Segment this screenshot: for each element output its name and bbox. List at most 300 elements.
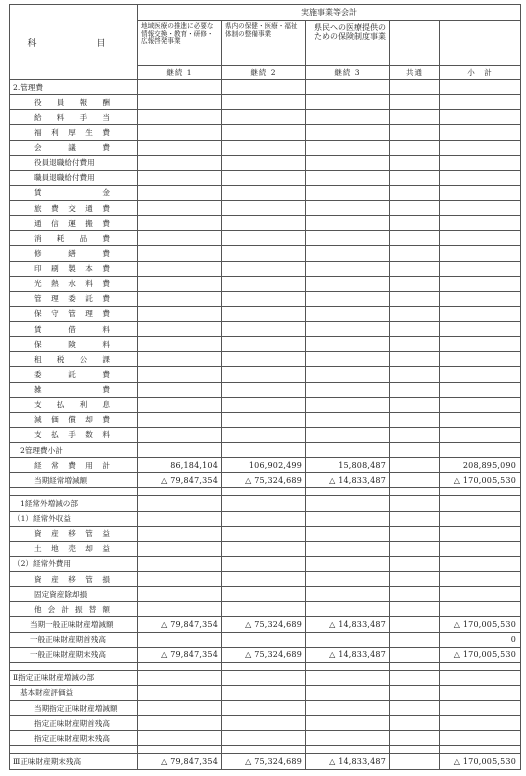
amount-subtotal	[440, 276, 521, 291]
column-header-common: 共通	[390, 66, 440, 80]
amount-subtotal	[440, 397, 521, 412]
row-label	[10, 110, 138, 125]
amount-keizoku-3: △ 14,833,487	[306, 617, 390, 632]
amount-common	[390, 322, 440, 337]
amount-subtotal: 208,895,090	[440, 458, 521, 473]
row-label-text: Ⅱ指定正味財産増減の部	[13, 673, 95, 683]
row-label	[10, 201, 138, 216]
amount-subtotal	[440, 587, 521, 602]
ledger-row	[10, 246, 521, 261]
amount-subtotal	[440, 246, 521, 261]
amount-common	[390, 201, 440, 216]
row-label-text: 経常費用計	[34, 460, 110, 470]
amount-common	[390, 473, 440, 488]
amount-keizoku-1	[138, 367, 222, 382]
spacer-cell	[440, 488, 521, 496]
amount-subtotal	[440, 556, 521, 571]
amount-subtotal	[440, 125, 521, 140]
amount-keizoku-3	[306, 352, 390, 367]
amount-keizoku-1: △ 79,847,354	[138, 617, 222, 632]
amount-keizoku-1	[138, 216, 222, 231]
amount-keizoku-1	[138, 443, 222, 458]
row-label	[10, 95, 138, 110]
row-label	[10, 412, 138, 427]
ledger-row	[10, 572, 521, 587]
amount-subtotal	[440, 352, 521, 367]
ledger-row	[10, 367, 521, 382]
row-label	[10, 306, 138, 321]
ledger-row	[10, 632, 521, 647]
spacer-cell	[222, 662, 306, 670]
amount-keizoku-1	[138, 556, 222, 571]
spacer-cell	[138, 746, 222, 754]
row-label	[10, 458, 138, 473]
ledger-row	[10, 647, 521, 662]
amount-common	[390, 572, 440, 587]
row-label-text: 委託費	[34, 369, 110, 379]
amount-common	[390, 110, 440, 125]
column-header-keizoku-3: 継続 3	[306, 66, 390, 80]
amount-common	[390, 291, 440, 306]
spacer-cell	[306, 488, 390, 496]
row-label	[10, 511, 138, 526]
row-label	[10, 473, 138, 488]
amount-keizoku-1: △ 79,847,354	[138, 754, 222, 769]
amount-keizoku-1	[138, 95, 222, 110]
row-label-text: 修繕費	[34, 248, 110, 258]
ledger-row	[10, 443, 521, 458]
row-label	[10, 185, 138, 200]
ledger-row	[10, 473, 521, 488]
program-desc-2: 県内の保健・医療・福祉体制の整備事業	[222, 21, 306, 66]
amount-keizoku-1	[138, 125, 222, 140]
ledger-row	[10, 170, 521, 185]
amount-common	[390, 443, 440, 458]
row-label	[10, 632, 138, 647]
amount-subtotal	[440, 170, 521, 185]
amount-subtotal: △ 170,005,530	[440, 754, 521, 769]
amount-common	[390, 496, 440, 511]
row-label	[10, 155, 138, 170]
amount-keizoku-3	[306, 261, 390, 276]
amount-keizoku-1	[138, 337, 222, 352]
amount-common	[390, 511, 440, 526]
amount-subtotal	[440, 291, 521, 306]
ledger-row	[10, 496, 521, 511]
amount-keizoku-1	[138, 231, 222, 246]
amount-subtotal	[440, 427, 521, 442]
amount-keizoku-3	[306, 125, 390, 140]
amount-keizoku-2	[222, 216, 306, 231]
program-desc-1: 地域医療の推進に必要な情報交換・教育・研修・広報啓発事業	[138, 21, 222, 66]
amount-keizoku-2	[222, 276, 306, 291]
amount-common	[390, 397, 440, 412]
amount-keizoku-1	[138, 261, 222, 276]
row-label-text: Ⅲ正味財産期末残高	[13, 756, 82, 766]
spacer-cell	[10, 488, 138, 496]
amount-keizoku-3	[306, 572, 390, 587]
amount-subtotal	[440, 337, 521, 352]
amount-common	[390, 754, 440, 769]
amount-subtotal: 0	[440, 632, 521, 647]
row-label-text: 会議費	[34, 143, 110, 153]
amount-subtotal	[440, 511, 521, 526]
row-label-text: 資産移管益	[34, 529, 110, 539]
amount-keizoku-2: △ 75,324,689	[222, 647, 306, 662]
amount-subtotal	[440, 201, 521, 216]
row-label-text: 固定資産除却損	[34, 589, 88, 599]
row-label	[10, 556, 138, 571]
amount-keizoku-3	[306, 231, 390, 246]
amount-keizoku-2	[222, 511, 306, 526]
amount-keizoku-2	[222, 541, 306, 556]
amount-keizoku-3	[306, 80, 390, 95]
amount-keizoku-3	[306, 587, 390, 602]
spacer-cell	[306, 662, 390, 670]
amount-keizoku-3	[306, 322, 390, 337]
amount-keizoku-2	[222, 337, 306, 352]
amount-subtotal	[440, 716, 521, 731]
row-label-text: 他会計振替額	[34, 604, 110, 614]
amount-subtotal	[440, 155, 521, 170]
amount-keizoku-3	[306, 306, 390, 321]
amount-keizoku-3	[306, 602, 390, 617]
amount-subtotal	[440, 80, 521, 95]
row-label	[10, 231, 138, 246]
row-label	[10, 617, 138, 632]
amount-subtotal	[440, 572, 521, 587]
amount-keizoku-1	[138, 397, 222, 412]
spacer-cell	[440, 662, 521, 670]
amount-keizoku-2	[222, 701, 306, 716]
row-label	[10, 367, 138, 382]
row-label	[10, 397, 138, 412]
row-label-text: 保守管理費	[34, 309, 110, 319]
amount-subtotal	[440, 95, 521, 110]
row-label	[10, 685, 138, 700]
amount-keizoku-1	[138, 155, 222, 170]
amount-subtotal	[440, 670, 521, 685]
amount-keizoku-1	[138, 572, 222, 587]
row-label	[10, 427, 138, 442]
row-label	[10, 496, 138, 511]
ledger-row	[10, 125, 521, 140]
ledger-row	[10, 95, 521, 110]
amount-keizoku-1	[138, 276, 222, 291]
amount-keizoku-1	[138, 602, 222, 617]
amount-keizoku-3	[306, 701, 390, 716]
ledger-body	[10, 80, 521, 770]
ledger-row	[10, 140, 521, 155]
amount-keizoku-3	[306, 95, 390, 110]
ledger-row	[10, 427, 521, 442]
amount-keizoku-2	[222, 572, 306, 587]
amount-keizoku-1	[138, 427, 222, 442]
amount-keizoku-3	[306, 670, 390, 685]
amount-subtotal	[440, 382, 521, 397]
ledger-header	[10, 5, 521, 80]
amount-keizoku-3	[306, 170, 390, 185]
amount-common	[390, 427, 440, 442]
ledger-row	[10, 201, 521, 216]
amount-common	[390, 382, 440, 397]
amount-keizoku-2	[222, 170, 306, 185]
amount-keizoku-2	[222, 382, 306, 397]
row-label-text: 一般正味財産期首残高	[30, 635, 106, 645]
amount-subtotal	[440, 526, 521, 541]
amount-keizoku-3	[306, 216, 390, 231]
row-label-text: 指定正味財産期末残高	[34, 733, 110, 743]
row-label	[10, 541, 138, 556]
row-label	[10, 261, 138, 276]
amount-keizoku-2	[222, 412, 306, 427]
amount-keizoku-2	[222, 261, 306, 276]
ledger-row	[10, 231, 521, 246]
ledger-row	[10, 276, 521, 291]
ledger-row	[10, 306, 521, 321]
row-label	[10, 572, 138, 587]
amount-keizoku-1: △ 79,847,354	[138, 473, 222, 488]
amount-keizoku-3	[306, 632, 390, 647]
amount-keizoku-1	[138, 80, 222, 95]
amount-keizoku-2	[222, 185, 306, 200]
spacer-cell	[440, 746, 521, 754]
amount-keizoku-3	[306, 526, 390, 541]
amount-keizoku-2	[222, 80, 306, 95]
amount-subtotal	[440, 541, 521, 556]
amount-subtotal	[440, 701, 521, 716]
ledger-row	[10, 110, 521, 125]
amount-subtotal	[440, 602, 521, 617]
ledger-row	[10, 337, 521, 352]
amount-common	[390, 337, 440, 352]
row-label-text: 福利厚生費	[34, 127, 110, 137]
spacer-cell	[306, 746, 390, 754]
row-label-text: 当期指定正味財産増減額	[34, 703, 118, 713]
ledger-row	[10, 617, 521, 632]
amount-keizoku-3	[306, 511, 390, 526]
spacer-cell	[138, 488, 222, 496]
amount-keizoku-2	[222, 526, 306, 541]
amount-keizoku-1	[138, 110, 222, 125]
amount-keizoku-3	[306, 291, 390, 306]
amount-common	[390, 632, 440, 647]
amount-keizoku-3	[306, 201, 390, 216]
spacer-cell	[138, 662, 222, 670]
amount-common	[390, 587, 440, 602]
row-label	[10, 443, 138, 458]
amount-common	[390, 352, 440, 367]
spacer-cell	[222, 746, 306, 754]
amount-common	[390, 231, 440, 246]
amount-subtotal: △ 170,005,530	[440, 647, 521, 662]
row-label-text: 役員退職給付費用	[34, 158, 95, 168]
ledger-row	[10, 526, 521, 541]
amount-common	[390, 701, 440, 716]
amount-keizoku-3	[306, 246, 390, 261]
ledger-row	[10, 458, 521, 473]
amount-common	[390, 216, 440, 231]
row-label	[10, 352, 138, 367]
amount-common	[390, 556, 440, 571]
amount-keizoku-1	[138, 587, 222, 602]
amount-common	[390, 125, 440, 140]
amount-common	[390, 685, 440, 700]
row-label	[10, 140, 138, 155]
amount-keizoku-1	[138, 632, 222, 647]
program-desc-3: 県民への医療提供のための保険制度事業	[306, 21, 390, 66]
amount-keizoku-2	[222, 443, 306, 458]
amount-keizoku-3: △ 14,833,487	[306, 473, 390, 488]
amount-keizoku-3: 15,808,487	[306, 458, 390, 473]
amount-keizoku-2	[222, 201, 306, 216]
amount-keizoku-1: 86,184,104	[138, 458, 222, 473]
amount-common	[390, 306, 440, 321]
row-label-text: 役員報酬	[34, 97, 110, 107]
amount-subtotal	[440, 685, 521, 700]
amount-common	[390, 276, 440, 291]
ledger-row	[10, 556, 521, 571]
amount-keizoku-2	[222, 231, 306, 246]
amount-common	[390, 170, 440, 185]
amount-keizoku-2: 106,902,499	[222, 458, 306, 473]
row-label-text: 一般正味財産期末残高	[30, 650, 106, 660]
amount-keizoku-3	[306, 731, 390, 746]
column-header-keizoku-2: 継続 2	[222, 66, 306, 80]
spacer-cell	[390, 488, 440, 496]
row-label	[10, 170, 138, 185]
amount-keizoku-3	[306, 140, 390, 155]
row-label-text: 2管理費小計	[20, 445, 63, 455]
amount-keizoku-3	[306, 276, 390, 291]
amount-keizoku-1	[138, 201, 222, 216]
ledger-row	[10, 261, 521, 276]
row-label-text: 2.管理費	[13, 82, 44, 92]
amount-keizoku-1	[138, 322, 222, 337]
amount-keizoku-2	[222, 496, 306, 511]
amount-keizoku-1	[138, 701, 222, 716]
spacer-row	[10, 662, 521, 670]
amount-keizoku-2	[222, 95, 306, 110]
row-label	[10, 276, 138, 291]
amount-keizoku-1	[138, 291, 222, 306]
row-label-text: 資産移管損	[34, 574, 110, 584]
row-label-text: 雑費	[34, 385, 110, 395]
row-label-text: 当期一般正味財産増減額	[30, 619, 114, 629]
amount-keizoku-2	[222, 352, 306, 367]
amount-keizoku-1	[138, 170, 222, 185]
ledger-row	[10, 322, 521, 337]
amount-keizoku-1	[138, 526, 222, 541]
row-label-text: 土地売却益	[34, 544, 110, 554]
spacer-cell	[390, 746, 440, 754]
row-label	[10, 291, 138, 306]
ledger-row	[10, 412, 521, 427]
row-label-text: 指定正味財産期首残高	[34, 718, 110, 728]
amount-keizoku-3	[306, 541, 390, 556]
amount-common	[390, 458, 440, 473]
amount-common	[390, 155, 440, 170]
ledger-row	[10, 185, 521, 200]
ledger-row	[10, 291, 521, 306]
row-label-text: 基本財産評価益	[20, 688, 74, 698]
ledger-row	[10, 685, 521, 700]
amount-subtotal	[440, 731, 521, 746]
amount-subtotal	[440, 367, 521, 382]
ledger-row	[10, 716, 521, 731]
amount-keizoku-1	[138, 496, 222, 511]
row-label	[10, 216, 138, 231]
row-label-text: 減価償却費	[34, 415, 110, 425]
row-label-text: 給料手当	[34, 112, 110, 122]
amount-subtotal	[440, 306, 521, 321]
amount-keizoku-2	[222, 685, 306, 700]
amount-subtotal	[440, 261, 521, 276]
row-label	[10, 246, 138, 261]
ledger-row	[10, 352, 521, 367]
ledger-row	[10, 602, 521, 617]
amount-keizoku-3	[306, 367, 390, 382]
amount-keizoku-3	[306, 716, 390, 731]
amount-keizoku-2	[222, 322, 306, 337]
row-label	[10, 670, 138, 685]
row-label-text: 賃金	[34, 188, 110, 198]
amount-subtotal	[440, 412, 521, 427]
amount-subtotal	[440, 496, 521, 511]
amount-keizoku-3	[306, 397, 390, 412]
ledger-row	[10, 397, 521, 412]
row-label-text: 旅費交通費	[34, 203, 110, 213]
amount-keizoku-3	[306, 556, 390, 571]
amount-keizoku-3	[306, 412, 390, 427]
spacer-cell	[390, 662, 440, 670]
amount-common	[390, 185, 440, 200]
amount-subtotal	[440, 322, 521, 337]
ledger-row	[10, 701, 521, 716]
row-label	[10, 731, 138, 746]
ledger-row	[10, 511, 521, 526]
row-label	[10, 647, 138, 662]
amount-keizoku-1	[138, 511, 222, 526]
amount-common	[390, 526, 440, 541]
amount-keizoku-3: △ 14,833,487	[306, 647, 390, 662]
amount-subtotal	[440, 110, 521, 125]
amount-keizoku-2	[222, 556, 306, 571]
row-label-text: 租税公課	[34, 354, 110, 364]
amount-keizoku-1	[138, 382, 222, 397]
amount-keizoku-2: △ 75,324,689	[222, 754, 306, 769]
amount-keizoku-1	[138, 716, 222, 731]
amount-keizoku-3	[306, 337, 390, 352]
amount-keizoku-2	[222, 731, 306, 746]
ledger-row	[10, 80, 521, 95]
ledger-row	[10, 754, 521, 769]
amount-keizoku-2	[222, 602, 306, 617]
spacer-cell	[10, 662, 138, 670]
amount-keizoku-1	[138, 685, 222, 700]
amount-subtotal	[440, 216, 521, 231]
amount-common	[390, 367, 440, 382]
amount-keizoku-1	[138, 731, 222, 746]
amount-subtotal: △ 170,005,530	[440, 617, 521, 632]
row-label-text: 賃借料	[34, 324, 110, 334]
amount-keizoku-2	[222, 110, 306, 125]
row-label-text: 当期経常増減額	[34, 475, 88, 485]
amount-common	[390, 731, 440, 746]
amount-common	[390, 617, 440, 632]
amount-keizoku-1	[138, 185, 222, 200]
amount-keizoku-1	[138, 352, 222, 367]
